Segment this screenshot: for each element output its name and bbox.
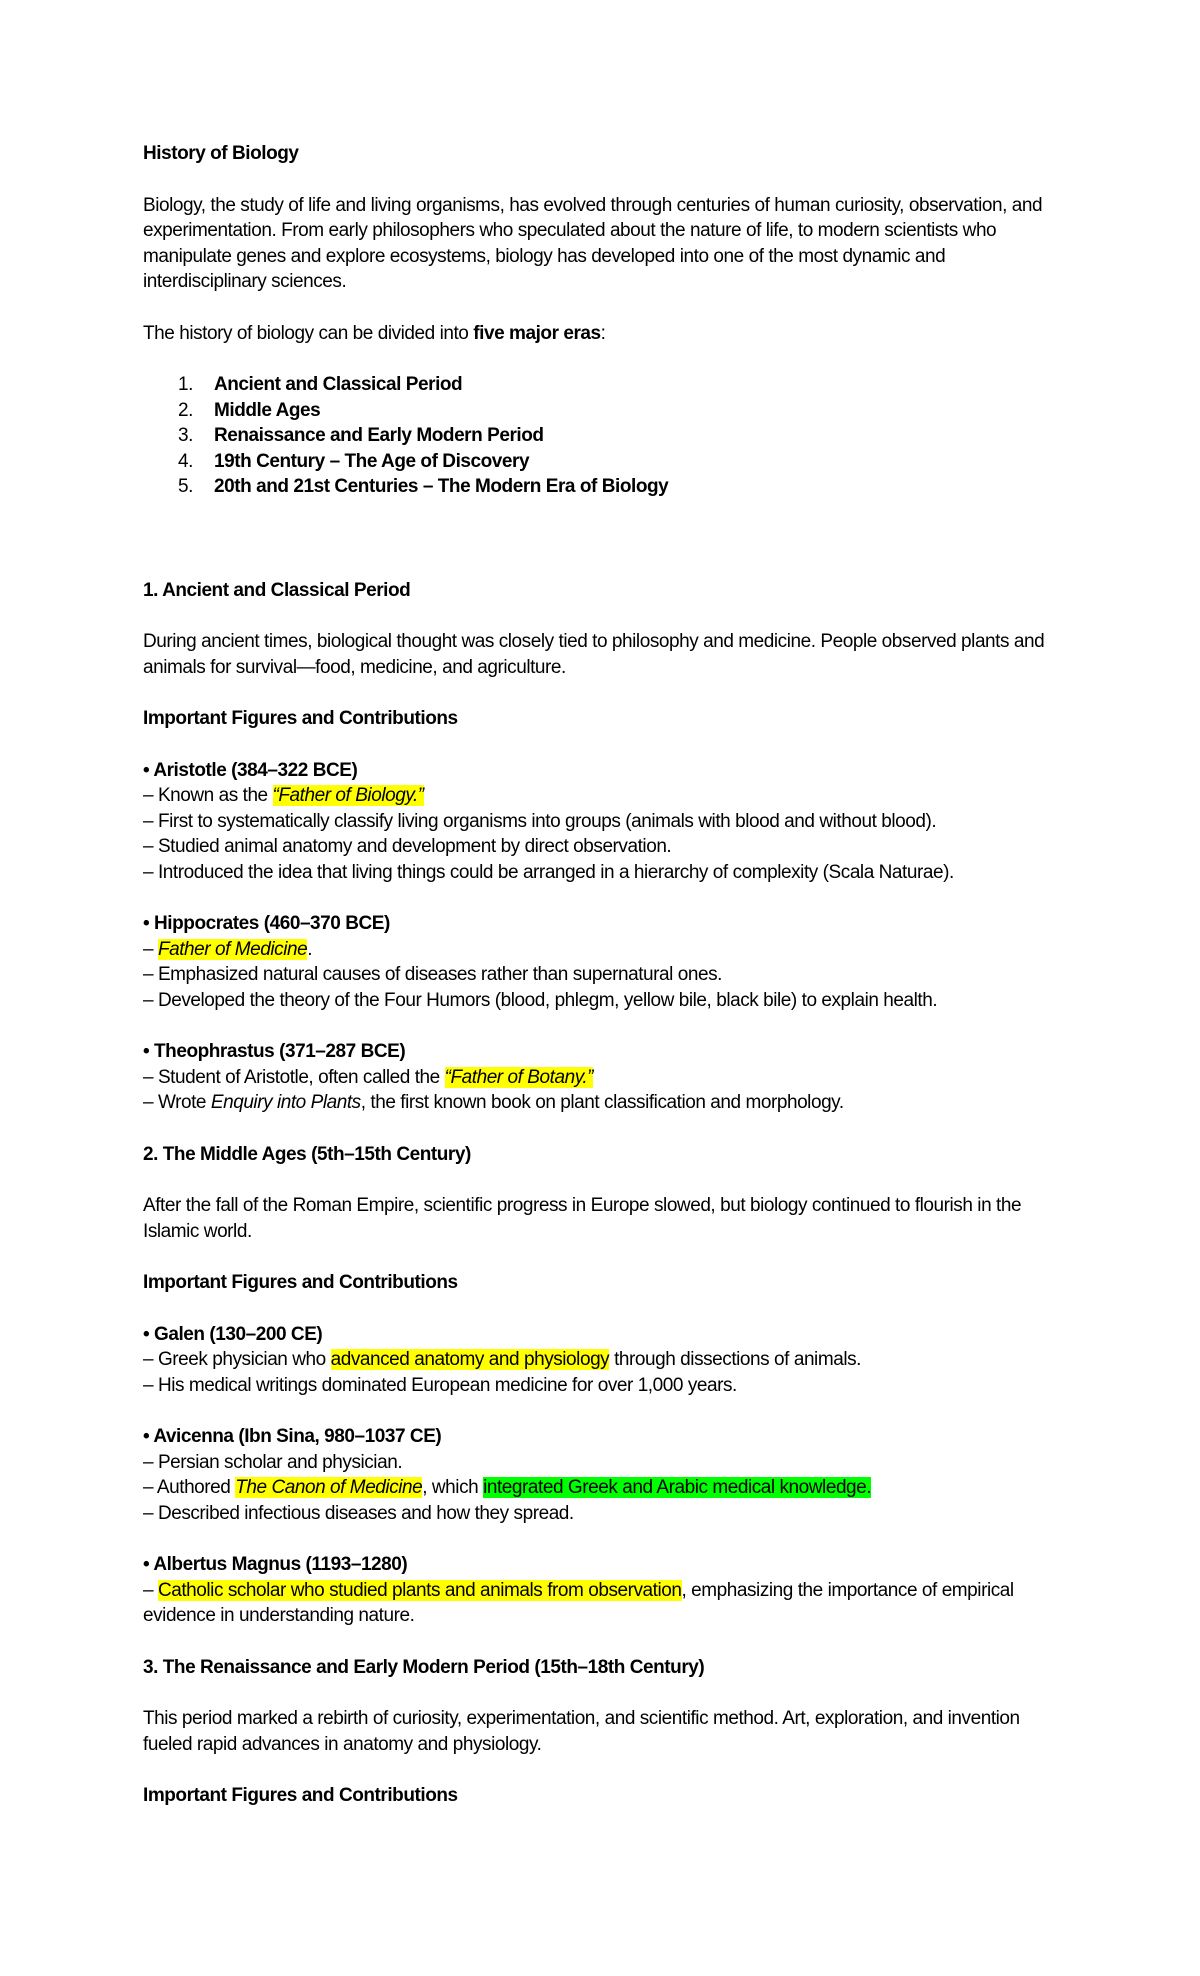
section3-heading: 3. The Renaissance and Early Modern Period (15th–18th Century) (143, 1656, 705, 1678)
list-number: 3. (178, 425, 193, 446)
avicenna-line: – Described infectious diseases and how they spread. (143, 1502, 574, 1524)
eras-intro-bold: five major eras (473, 322, 601, 344)
section2-subheading: Important Figures and Contributions (143, 1272, 458, 1293)
list-label: Renaissance and Early Modern Period (214, 425, 544, 446)
section3-intro: This period marked a rebirth of curiosity, experimentation, and scientific method. Art, exploration, and invention fueled rapid advances in anatomy and physiology. (143, 1708, 1020, 1755)
section1-intro: During ancient times, biological thought was closely tied to philosophy and medicine. People observed plants and animals for survival—food, medicine, and agriculture. (143, 631, 1045, 678)
avicenna-line-text: , which (422, 1477, 484, 1498)
section3-subheading: Important Figures and Contributions (143, 1785, 458, 1806)
eras-list (143, 372, 1073, 500)
eras-intro (143, 321, 1073, 347)
albertus-line-text: – (143, 1579, 158, 1601)
list-item (143, 372, 1073, 398)
list-label: 19th Century – The Age of Discovery (214, 450, 530, 472)
section2-intro: After the fall of the Roman Empire, scientific progress in Europe slowed, but biology continued to flourish in the Islamic world. (143, 1195, 1022, 1242)
avicenna-line-text: – Authored (143, 1477, 236, 1498)
eras-intro-text: The history of biology can be divided into (143, 322, 474, 344)
section1-subheading: Important Figures and Contributions (143, 708, 458, 729)
list-number: 1. (178, 374, 193, 395)
list-item (143, 398, 1073, 424)
section1-heading: 1. Ancient and Classical Period (143, 579, 411, 601)
list-number: 2. (178, 399, 193, 421)
avicenna-line: – Persian scholar and physician. (143, 1451, 403, 1473)
hippocrates-line-text: – (143, 938, 158, 960)
list-label: 20th and 21st Centuries – The Modern Era of Biology (214, 476, 669, 497)
section2-heading: 2. The Middle Ages (5th–15th Century) (143, 1143, 471, 1165)
avicenna-name: • Avicenna (Ibn Sina, 980–1037 CE) (143, 1426, 442, 1447)
list-number: 5. (178, 476, 193, 497)
aristotle-line: – First to systematically classify living organisms into groups (animals with blood and without blood). (143, 810, 937, 832)
list-label: Middle Ages (214, 399, 321, 421)
galen-line-text: through dissections of animals. (609, 1349, 861, 1370)
theophrastus-line (143, 1065, 1073, 1091)
highlight-yellow: The Canon of Medicine (235, 1477, 423, 1498)
list-item (143, 449, 1073, 475)
aristotle-line (143, 783, 1073, 809)
list-number: 4. (178, 450, 193, 472)
albertus-line (143, 1578, 1073, 1629)
aristotle-line-text: – Known as the (143, 785, 273, 806)
intro-paragraph: Biology, the study of life and living organisms, has evolved through centuries of human curiosity, observation, and experimentation. From early philosophers who speculated about the nature of life, to modern scientists who manipulate genes and explore ecosystems, biology has developed into one of the most dynamic and interdisciplinary sciences. (143, 194, 1043, 292)
aristotle-line: – Introduced the idea that living things could be arranged in a hierarchy of complexity (Scala Naturae). (143, 861, 954, 883)
hippocrates-name: • Hippocrates (460–370 BCE) (143, 913, 390, 934)
albertus-name: • Albertus Magnus (1193–1280) (143, 1554, 408, 1575)
list-item (143, 474, 1073, 500)
list-item (143, 423, 1073, 449)
aristotle-name: • Aristotle (384–322 BCE) (143, 759, 358, 781)
book-title: Enquiry into Plants (210, 1092, 361, 1113)
theophrastus-name: • Theophrastus (371–287 BCE) (143, 1041, 406, 1062)
hippocrates-line: – Developed the theory of the Four Humors (blood, phlegm, yellow bile, black bile) to explain health. (143, 989, 938, 1011)
highlight-yellow: “Father of Biology.” (272, 785, 424, 806)
highlight-yellow: advanced anatomy and physiology (330, 1349, 610, 1370)
galen-line: – His medical writings dominated European medicine for over 1,000 years. (143, 1374, 737, 1396)
aristotle-line: – Studied animal anatomy and development by direct observation. (143, 836, 672, 857)
galen-line-text: – Greek physician who (143, 1349, 331, 1370)
hippocrates-line (143, 937, 1073, 963)
avicenna-line (143, 1475, 1073, 1501)
theophrastus-line (143, 1090, 1073, 1116)
highlight-green: integrated Greek and Arabic medical knowledge. (483, 1477, 872, 1498)
document-page (143, 141, 1073, 1809)
highlight-yellow: Catholic scholar who studied plants and animals from observation (157, 1579, 682, 1601)
galen-line (143, 1347, 1073, 1373)
galen-name: • Galen (130–200 CE) (143, 1323, 323, 1345)
hippocrates-line: – Emphasized natural causes of diseases rather than supernatural ones. (143, 964, 722, 985)
theophrastus-line-text: , the first known book on plant classification and morphology. (360, 1092, 844, 1113)
theophrastus-line-text: – Wrote (143, 1092, 211, 1113)
theophrastus-line-text: – Student of Aristotle, often called the (143, 1066, 445, 1088)
highlight-yellow: Father of Medicine (157, 938, 308, 960)
highlight-yellow: “Father of Botany.” (444, 1066, 594, 1088)
albertus-line-text: , emphasizing the importance of empirical evidence in understanding nature. (143, 1579, 1014, 1626)
hippocrates-line-text: . (307, 938, 313, 960)
eras-intro-colon: : (600, 322, 606, 344)
document-title: History of Biology (143, 143, 299, 164)
list-label: Ancient and Classical Period (214, 374, 463, 395)
